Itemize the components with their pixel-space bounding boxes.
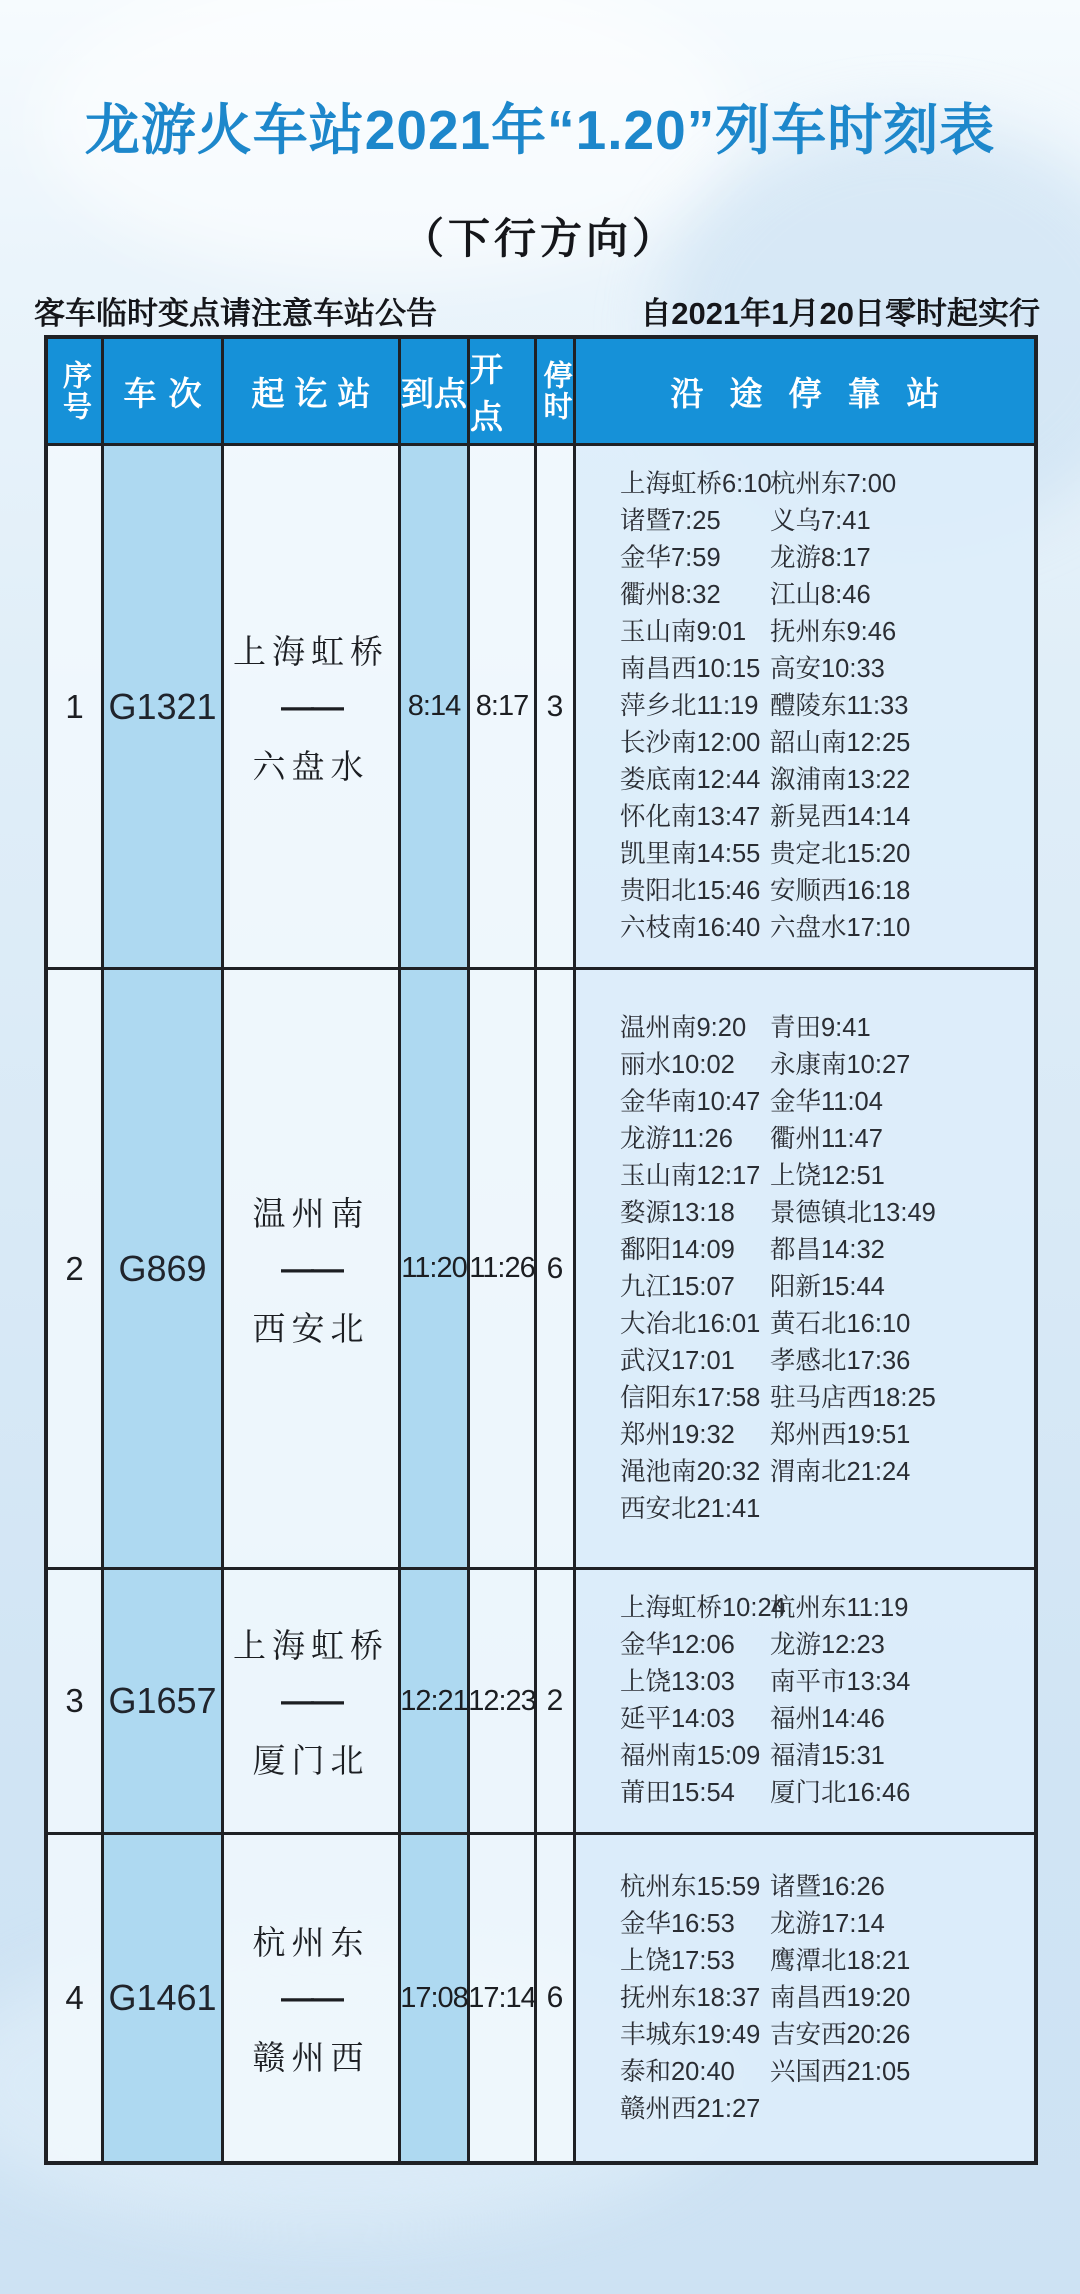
stop-line [620, 1627, 1034, 1664]
depart-time-cell: 8:17 [470, 446, 537, 967]
stop-line [620, 1454, 1034, 1491]
stop-entry: 上饶17:53 [620, 1946, 735, 1975]
stop-entry: 金华7:59 [620, 544, 721, 572]
table-body [48, 446, 1034, 2161]
notice-right: 自2021年1月20日零时起实行 [640, 296, 1040, 331]
notice-left: 客车临时变点请注意车站公告 [34, 296, 437, 331]
timetable [44, 335, 1038, 2165]
stop-entry: 杭州东11:19 [770, 1594, 909, 1622]
stop-entry: 青田9:41 [770, 1013, 871, 1042]
stop-line [620, 2017, 1034, 2054]
stop-entry: 上饶13:03 [620, 1668, 735, 1696]
stops-cell [576, 1835, 1034, 2161]
stop-entry: 安顺西16:18 [770, 877, 911, 905]
stop-entry: 江山8:46 [770, 581, 871, 609]
stop-entry: 赣州西21:27 [620, 2094, 761, 2123]
stop-line [620, 1491, 1034, 1528]
stop-entry: 金华11:04 [770, 1087, 883, 1116]
route-origin: 上海虹桥 [233, 1627, 389, 1664]
stop-line [620, 651, 1034, 688]
stop-entry: 福清15:31 [770, 1742, 885, 1770]
stop-entry: 诸暨16:26 [770, 1872, 885, 1901]
stop-entry: 上海虹桥6:10 [620, 470, 772, 498]
train-number-cell: G869 [104, 970, 224, 1567]
route-cell [224, 1835, 401, 2161]
stops-list [576, 1590, 1034, 1812]
arrive-time-cell: 12:21 [401, 1570, 470, 1832]
stop-line [620, 1590, 1034, 1627]
stop-entry: 衢州8:32 [620, 581, 721, 609]
stop-minutes-cell: 3 [537, 446, 576, 967]
table-row [48, 970, 1034, 1570]
stop-entry: 渭南北21:24 [770, 1457, 911, 1486]
stop-entry: 上饶12:51 [770, 1161, 885, 1190]
route-origin: 温州南 [252, 1194, 370, 1232]
stop-entry: 上海虹桥10:24 [620, 1594, 786, 1622]
stop-entry: 玉山南12:17 [620, 1161, 761, 1190]
depart-time-cell: 12:23 [470, 1570, 537, 1832]
stop-entry: 龙游17:14 [770, 1909, 885, 1938]
route-destination: 厦门北 [252, 1742, 370, 1779]
table-row [48, 1570, 1034, 1835]
stop-entry: 吉安西20:26 [770, 2020, 911, 2049]
stop-entry: 温州南9:20 [620, 1013, 747, 1042]
page-title: 龙游火车站2021年“1.20”列车时刻表 [84, 99, 996, 161]
stop-entry: 六枝南16:40 [620, 914, 761, 942]
stop-entry: 武汉17:01 [620, 1346, 735, 1375]
col-header-route: 起讫站 [224, 339, 401, 443]
route-origin: 杭州东 [252, 1924, 370, 1961]
route-destination: 西安北 [252, 1309, 370, 1347]
stop-entry: 丽水10:02 [620, 1050, 735, 1079]
stop-line [620, 2054, 1034, 2091]
stop-line [620, 1906, 1034, 1943]
stop-entry: 渑池南20:32 [620, 1457, 761, 1486]
stop-entry: 黄石北16:10 [770, 1309, 911, 1338]
stop-entry: 南昌西10:15 [620, 655, 761, 683]
stop-entry: 福州14:46 [770, 1705, 885, 1733]
stop-entry: 鄱阳14:09 [620, 1235, 735, 1264]
arrive-time-cell: 11:20 [401, 970, 470, 1567]
stop-line [620, 1306, 1034, 1343]
stop-entry: 醴陵东11:33 [770, 692, 909, 720]
direction-subtitle: （下行方向） [401, 215, 678, 262]
stop-entry: 都昌14:32 [770, 1235, 885, 1264]
stop-entry: 龙游8:17 [770, 544, 871, 572]
stop-entry: 莆田15:54 [620, 1779, 735, 1807]
stops-list [576, 466, 1034, 947]
stop-line [620, 1869, 1034, 1906]
stop-line [620, 1232, 1034, 1269]
stop-line [620, 1010, 1034, 1047]
stop-entry: 金华南10:47 [620, 1087, 761, 1116]
stop-entry: 新晃西14:14 [770, 803, 911, 831]
train-number-cell: G1461 [104, 1835, 224, 2161]
stop-entry: 金华12:06 [620, 1631, 735, 1659]
stop-minutes-cell: 6 [537, 1835, 576, 2161]
stop-line [620, 1121, 1034, 1158]
stop-entry: 婺源13:18 [620, 1198, 735, 1227]
stop-line [620, 1738, 1034, 1775]
stop-line [620, 1269, 1034, 1306]
stop-entry: 丰城东19:49 [620, 2020, 761, 2049]
stop-line [620, 1084, 1034, 1121]
stop-entry: 信阳东17:58 [620, 1383, 761, 1412]
stop-line [620, 1980, 1034, 2017]
route-cell [224, 1570, 401, 1832]
stop-entry: 萍乡北11:19 [620, 692, 759, 720]
stop-line [620, 577, 1034, 614]
table-row [48, 1835, 1034, 2161]
stop-entry: 长沙南12:00 [620, 729, 761, 757]
stop-entry: 阳新15:44 [770, 1272, 885, 1301]
stop-entry: 高安10:33 [770, 655, 885, 683]
stops-cell [576, 1570, 1034, 1832]
stop-line [620, 725, 1034, 762]
stop-entry: 厦门北16:46 [770, 1779, 911, 1807]
stop-entry: 驻马店西18:25 [770, 1383, 936, 1412]
stop-entry: 衢州11:47 [770, 1124, 883, 1153]
seq-cell: 3 [48, 1570, 104, 1832]
seq-cell: 1 [48, 446, 104, 967]
stop-entry: 玉山南9:01 [620, 618, 747, 646]
stop-entry: 溆浦南13:22 [770, 766, 911, 794]
stop-line [620, 873, 1034, 910]
route-dash: —— [281, 687, 341, 725]
stop-entry: 诸暨7:25 [620, 507, 721, 535]
seq-cell: 4 [48, 1835, 104, 2161]
stop-entry: 贵阳北15:46 [620, 877, 761, 905]
stop-entry: 金华16:53 [620, 1909, 735, 1938]
stops-cell [576, 446, 1034, 967]
stop-entry: 韶山南12:25 [770, 729, 911, 757]
stop-line [620, 836, 1034, 873]
stop-entry: 抚州东9:46 [770, 618, 897, 646]
stop-line [620, 1701, 1034, 1738]
stop-entry: 杭州东15:59 [620, 1872, 761, 1901]
stop-entry: 南昌西19:20 [770, 1983, 911, 2012]
stop-entry: 福州南15:09 [620, 1742, 761, 1770]
stop-entry: 西安北21:41 [620, 1494, 761, 1523]
stop-entry: 贵定北15:20 [770, 840, 911, 868]
stops-list [576, 1010, 1034, 1528]
stop-entry: 抚州东18:37 [620, 1983, 761, 2012]
stop-entry: 凯里南14:55 [620, 840, 761, 868]
stop-entry: 杭州东7:00 [770, 470, 897, 498]
stop-line [620, 503, 1034, 540]
stop-line [620, 466, 1034, 503]
stop-line [620, 762, 1034, 799]
stop-entry: 泰和20:40 [620, 2057, 735, 2086]
stop-line [620, 1943, 1034, 1980]
table-header-row [48, 339, 1034, 446]
route-dash: —— [281, 1249, 341, 1287]
col-header-depart: 开点 [470, 339, 537, 443]
stop-entry [770, 2091, 1034, 2128]
stop-entry: 龙游12:23 [770, 1631, 885, 1659]
stop-entry: 娄底南12:44 [620, 766, 761, 794]
arrive-time-cell: 17:08 [401, 1835, 470, 2161]
stop-entry: 南平市13:34 [770, 1668, 911, 1696]
notice-row [34, 288, 1040, 333]
stop-entry: 怀化南13:47 [620, 803, 761, 831]
stop-entry: 兴国西21:05 [770, 2057, 911, 2086]
stop-line [620, 799, 1034, 836]
stop-line [620, 1775, 1034, 1812]
route-dash: —— [281, 1979, 341, 2016]
stops-cell [576, 970, 1034, 1567]
col-header-arrive: 到点 [401, 339, 470, 443]
stops-list [576, 1869, 1034, 2128]
stop-entry: 郑州西19:51 [770, 1420, 911, 1449]
route-dash: —— [281, 1682, 341, 1719]
stop-line [620, 1195, 1034, 1232]
stop-entry: 六盘水17:10 [770, 914, 911, 942]
table-row [48, 446, 1034, 970]
stop-entry: 大冶北16:01 [620, 1309, 761, 1338]
col-header-seq: 序号 [48, 339, 104, 443]
stop-entry: 景德镇北13:49 [770, 1198, 936, 1227]
stop-line [620, 1158, 1034, 1195]
col-header-stopmin: 停时 [537, 339, 576, 443]
stop-entry: 郑州19:32 [620, 1420, 735, 1449]
stop-minutes-cell: 6 [537, 970, 576, 1567]
stop-entry: 龙游11:26 [620, 1124, 733, 1153]
depart-time-cell: 17:14 [470, 1835, 537, 2161]
depart-time-cell: 11:26 [470, 970, 537, 1567]
stop-line [620, 1047, 1034, 1084]
stop-entry: 延平14:03 [620, 1705, 735, 1733]
stop-line [620, 1417, 1034, 1454]
arrive-time-cell: 8:14 [401, 446, 470, 967]
stop-line [620, 614, 1034, 651]
col-header-train: 车次 [104, 339, 224, 443]
stop-line [620, 1343, 1034, 1380]
train-number-cell: G1657 [104, 1570, 224, 1832]
stop-line [620, 540, 1034, 577]
stop-entry: 义乌7:41 [770, 507, 871, 535]
route-cell [224, 970, 401, 1567]
stop-line [620, 2091, 1034, 2128]
stop-entry: 鹰潭北18:21 [770, 1946, 911, 1975]
route-origin: 上海虹桥 [233, 632, 389, 670]
route-destination: 赣州西 [252, 2039, 370, 2076]
stop-line [620, 910, 1034, 947]
stop-entry: 孝感北17:36 [770, 1346, 911, 1375]
stop-entry: 永康南10:27 [770, 1050, 911, 1079]
stop-entry [770, 1491, 1034, 1528]
route-cell [224, 446, 401, 967]
stop-line [620, 1380, 1034, 1417]
route-destination: 六盘水 [252, 747, 370, 785]
stop-entry: 九江15:07 [620, 1272, 735, 1301]
seq-cell: 2 [48, 970, 104, 1567]
stop-line [620, 1664, 1034, 1701]
stop-line [620, 688, 1034, 725]
train-number-cell: G1321 [104, 446, 224, 967]
col-header-stops: 沿途停靠站 [576, 339, 1034, 443]
stop-minutes-cell: 2 [537, 1570, 576, 1832]
